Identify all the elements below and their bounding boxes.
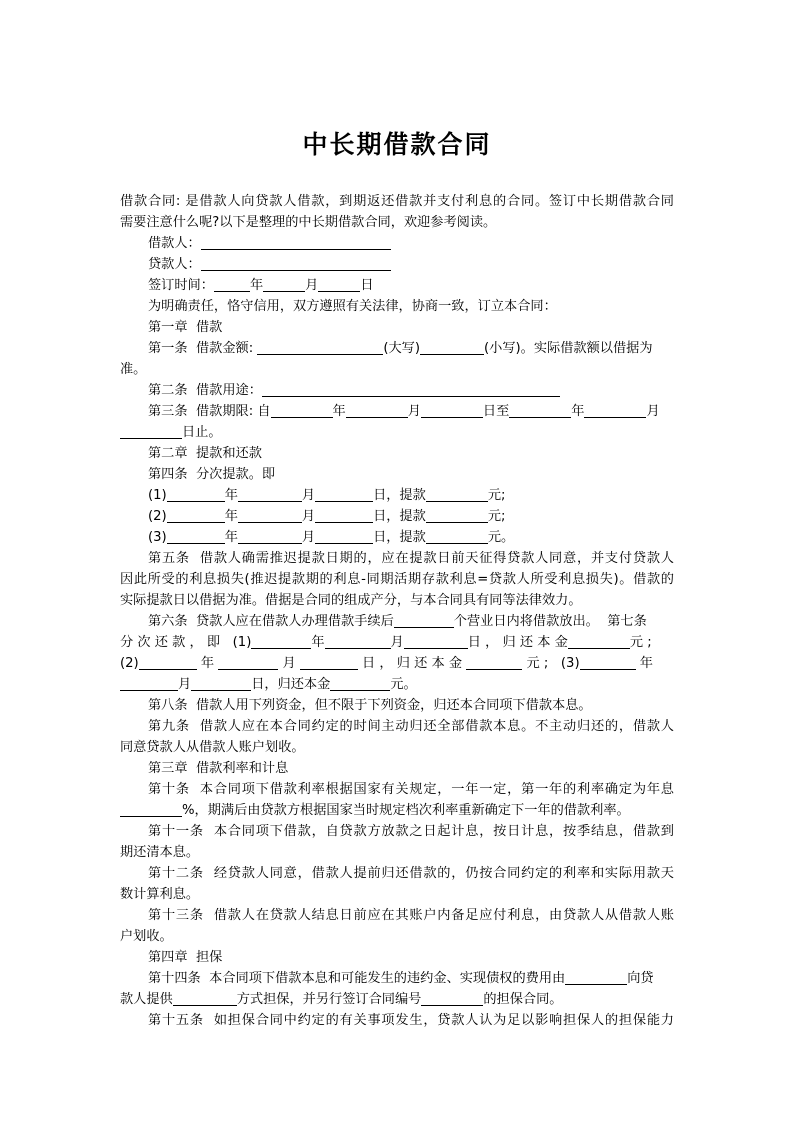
- article-13-line-1: 第十三条 借款人在贷款人结息日前应在其账户内备足应付利息，由贷款人从借款人账: [148, 908, 674, 923]
- sign-year-blank[interactable]: [214, 277, 250, 292]
- article-13-line-2: 户划收。: [120, 929, 173, 944]
- article-10-line-2: %，期满后由贷款方根据国家当时规定档次利率重新确定下一年的借款利率。: [120, 801, 630, 821]
- r3-year-blank[interactable]: [580, 655, 636, 670]
- article-15-line-1: 第十五条 如担保合同中约定的有关事项发生，贷款人认为足以影响担保人的担保能力: [148, 1013, 674, 1028]
- article-10-line-1: 第十条 本合同项下借款利率根据国家有关规定，一年一定，第一年的利率确定为年息: [148, 782, 674, 797]
- r3-amount-blank[interactable]: [330, 676, 390, 691]
- lender-label: 贷款人：: [148, 257, 201, 272]
- chapter-4-heading: 第四章 担保: [148, 950, 223, 965]
- article-2: 第二条 借款用途：: [148, 381, 560, 401]
- w2-year-blank[interactable]: [167, 508, 225, 523]
- w2-month-blank[interactable]: [238, 508, 302, 523]
- intro-line-1: 借款合同: 是借款人向贷款人借款，到期返还借款并支付利息的合同。签订中长期借款合同: [120, 194, 674, 209]
- borrower-label: 借款人：: [148, 236, 201, 251]
- r2-day-blank[interactable]: [300, 655, 358, 670]
- amount-words-blank[interactable]: [257, 340, 383, 355]
- article-3-tail: 日止。: [120, 423, 222, 443]
- w1-amount-blank[interactable]: [426, 487, 488, 502]
- article-14-line-2: 款人提供 方式担保，并另行签订合同编号 的担保合同。: [120, 992, 563, 1007]
- article-4: 第四条 分次提款。即: [148, 467, 276, 482]
- sign-month-blank[interactable]: [263, 277, 305, 292]
- guarantor-blank[interactable]: [565, 970, 627, 985]
- business-days-blank[interactable]: [394, 613, 454, 628]
- r3-pre-month-blank[interactable]: [120, 676, 178, 691]
- article-12-line-2: 数计算利息。: [120, 887, 200, 902]
- article-8: 第八条 借款人用下列资金，但不限于下列资金，归还本合同项下借款本息。: [148, 698, 592, 713]
- sign-time-label: 签订时间：: [148, 278, 214, 293]
- w1-month-blank[interactable]: [238, 487, 302, 502]
- document-title: 中长期借款合同: [302, 130, 492, 159]
- article-9-line-1: 第九条 借款人应在本合同约定的时间主动归还全部借款本息。不主动归还的，借款人: [148, 719, 674, 734]
- article-1: 第一条 借款金额: (大写) (小写)。实际借款额以借据为: [148, 341, 653, 356]
- r1-year-blank[interactable]: [251, 634, 311, 649]
- term-start-day-blank[interactable]: [421, 403, 483, 418]
- chapter-2-heading: 第二章 提款和还款: [148, 446, 262, 461]
- r2-month-blank[interactable]: [218, 655, 278, 670]
- article-7-line-2: (2) 年 月 日 ， 归 还 本 金 元 ; (3) 年: [120, 656, 653, 671]
- intro-line-2: 需要注意什么呢?以下是整理的中长期借款合同，欢迎参考阅读。: [120, 215, 497, 230]
- w3-day-blank[interactable]: [315, 529, 373, 544]
- borrower-field: [148, 234, 391, 254]
- lender-field: [148, 255, 391, 275]
- w3-month-blank[interactable]: [238, 529, 302, 544]
- day-label: 日: [360, 278, 374, 293]
- guarantee-method-blank[interactable]: [173, 991, 237, 1006]
- w2-amount-blank[interactable]: [426, 508, 488, 523]
- w1-year-blank[interactable]: [167, 487, 225, 502]
- article-5-line-2: 因此所受的利息损失(推迟提款期的利息-同期活期存款利息=贷款人所受利息损失)。借款的: [120, 572, 674, 587]
- term-start-year-blank[interactable]: [271, 403, 333, 418]
- article-12-line-1: 第十二条 经贷款人同意，借款人提前归还借款的，仍按合同约定的利率和实际用款天: [148, 866, 674, 881]
- article-1-tail: 准。: [120, 362, 147, 377]
- w2-day-blank[interactable]: [315, 508, 373, 523]
- lender-blank[interactable]: [201, 256, 391, 271]
- term-start-month-blank[interactable]: [346, 403, 408, 418]
- chapter-1-heading: 第一章 借款: [148, 320, 223, 335]
- article-9-line-2: 同意贷款人从借款人账户划收。: [120, 740, 305, 755]
- article-6: 第六条 贷款人应在借款人办理借款手续后 个营业日内将借款放出。 第七条: [148, 614, 647, 629]
- r3-month-blank[interactable]: [191, 676, 251, 691]
- article-11-line-1: 第十一条 本合同项下借款，自贷款方放款之日起计息，按日计息，按季结息，借款到: [148, 824, 674, 839]
- r1-month-blank[interactable]: [325, 634, 391, 649]
- article-14-line-1: 第十四条 本合同项下借款本息和可能发生的违约金、实现债权的费用由 向贷: [148, 971, 654, 986]
- article-7-line-3: 月 日，归还本金 元。: [120, 675, 417, 695]
- preamble: 为明确责任，恪守信用，双方遵照有关法律，协商一致，订立本合同：: [148, 299, 557, 314]
- sign-day-blank[interactable]: [318, 277, 360, 292]
- article-5-line-3: 实际提款日以借据为准。借据是合同的组成产分，与本合同具有同等法律效力。: [120, 593, 582, 608]
- borrower-blank[interactable]: [201, 235, 391, 250]
- chapter-3-heading: 第三章 借款利率和计息: [148, 761, 289, 776]
- w3-amount-blank[interactable]: [426, 529, 488, 544]
- interest-rate-blank[interactable]: [120, 802, 182, 817]
- withdrawal-item-3: (3) 年 月 日，提款 元。: [148, 530, 515, 545]
- amount-figures-blank[interactable]: [420, 340, 484, 355]
- loan-purpose-blank[interactable]: [262, 382, 560, 397]
- sign-time-field: [148, 276, 374, 296]
- withdrawal-item-1: (1) 年 月 日，提款 元;: [148, 488, 506, 503]
- term-end-day-blank[interactable]: [120, 424, 182, 439]
- withdrawal-item-2: (2) 年 月 日，提款 元;: [148, 509, 506, 524]
- r1-amount-blank[interactable]: [568, 634, 630, 649]
- article-3: 第三条 借款期限: 自 年 月 日至 年 月: [148, 404, 660, 419]
- article-7-line-1: 分 次 还 款 ， 即 (1) 年 月 日 ， 归 还 本 金 元 ;: [120, 635, 652, 650]
- r2-year-blank[interactable]: [139, 655, 197, 670]
- term-end-year-blank[interactable]: [509, 403, 571, 418]
- contract-number-blank[interactable]: [421, 991, 483, 1006]
- article-11-line-2: 期还清本息。: [120, 845, 200, 860]
- r1-day-blank[interactable]: [404, 634, 468, 649]
- term-end-month-blank[interactable]: [584, 403, 646, 418]
- w3-year-blank[interactable]: [167, 529, 225, 544]
- month-label: 月: [305, 278, 319, 293]
- w1-day-blank[interactable]: [315, 487, 373, 502]
- r2-amount-blank[interactable]: [466, 655, 522, 670]
- year-label: 年: [249, 278, 264, 293]
- article-5-line-1: 第五条 借款人确需推迟提款日期的，应在提款日前天征得贷款人同意，并支付贷款人: [148, 551, 674, 566]
